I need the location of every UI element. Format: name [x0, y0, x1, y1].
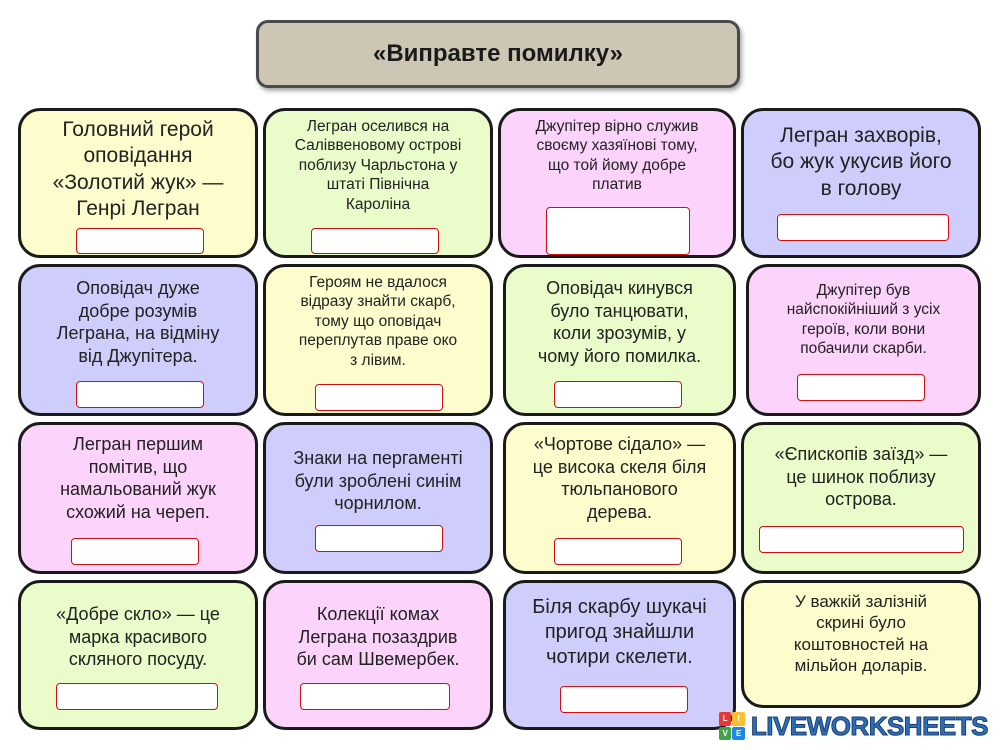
- card-text: «Єпископів заїзд» — це шинок поблизу острова.: [774, 444, 948, 509]
- logo-badge-icon: L I V E: [719, 712, 745, 740]
- card-text: Знаки на пергаменті були зроблені синім чорнилом.: [293, 448, 463, 513]
- answer-input-5[interactable]: [76, 381, 204, 408]
- answer-input-3[interactable]: [546, 207, 690, 255]
- logo-text: LIVEWORKSHEETS: [750, 710, 988, 741]
- card-text: Біля скарбу шукачі пригод знайшли чотири скелети.: [532, 596, 707, 668]
- answer-input-6[interactable]: [315, 384, 443, 411]
- card-text: Оповідач кинувся було танцювати, коли зрозумів, у чому його помилка.: [537, 278, 702, 366]
- answer-input-8[interactable]: [797, 374, 925, 401]
- answer-input-1[interactable]: [76, 228, 204, 254]
- answer-input-12[interactable]: [759, 526, 964, 553]
- answer-input-14[interactable]: [300, 683, 450, 710]
- answer-input-10[interactable]: [315, 525, 443, 552]
- card-text: «Добре скло» — це марка красивого скляного посуду.: [56, 604, 220, 669]
- card-text: Джупітер вірно служив своєму хазяїнові тому, що той йому добре платив: [535, 118, 699, 194]
- answer-input-11[interactable]: [554, 538, 682, 565]
- answer-input-2[interactable]: [311, 228, 439, 254]
- card-text: У важкій залізній скрині було коштовностей на мільйон доларів.: [793, 592, 929, 675]
- answer-input-9[interactable]: [71, 538, 199, 565]
- answer-input-4[interactable]: [777, 214, 949, 241]
- card-text: Легран захворів, бо жук укусив його в голову: [770, 124, 952, 200]
- title-box: [256, 20, 740, 88]
- answer-input-13[interactable]: [56, 683, 218, 710]
- card-text: Головний герой оповідання «Золотий жук» — Генрі Легран: [52, 118, 224, 220]
- card-16: [741, 580, 981, 708]
- card-text: Легран першим помітив, що намальований жук схожий на череп.: [60, 434, 216, 522]
- card-text: Легран оселився на Саліввеновому острові поблизу Чарльстона у штаті Північна Кароліна: [294, 118, 462, 213]
- card-text: Колекції комах Леграна позаздрив би сам Швемербек.: [296, 604, 460, 669]
- card-text: «Чортове сідало» — це висока скеля біля тюльпанового дерева.: [532, 434, 707, 522]
- answer-input-7[interactable]: [554, 381, 682, 408]
- card-text: Джупітер був найспокійніший з усіх героїв, коли вони побачили скарби.: [786, 282, 941, 358]
- card-text: Героям не вдалося відразу знайти скарб, тому що оповідач переплутав праве око з лівим.: [298, 274, 458, 369]
- liveworksheets-logo: [719, 708, 988, 744]
- answer-input-15[interactable]: [560, 686, 688, 713]
- card-text: Оповідач дуже добре розумів Леграна, на відміну від Джупітера.: [56, 278, 220, 366]
- page-title: «Виправте помилку»: [372, 40, 624, 67]
